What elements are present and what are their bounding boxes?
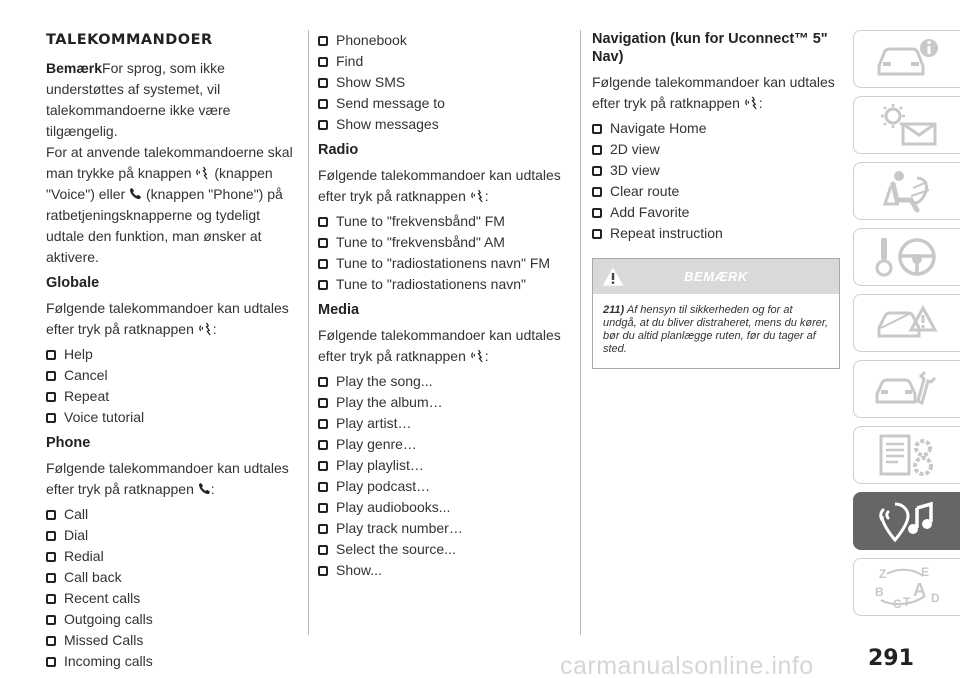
list-item [318,371,570,392]
bullet-box-icon [592,187,602,197]
chapter-tabs [853,30,960,624]
tab-multimedia[interactable] [853,492,960,550]
phone-icon [198,482,211,495]
list-item-label: Phonebook [336,32,407,48]
list-item [46,630,298,651]
bullet-box-icon [46,531,56,541]
note-label: Bemærk [46,60,103,76]
media-list [318,371,570,581]
bullet-box-icon [318,503,328,513]
bullet-box-icon [592,229,602,239]
list-item-label: Call [64,506,89,522]
list-item [318,274,570,295]
globale-heading: Globale [46,275,100,291]
radio-heading: Radio [318,142,359,158]
list-item [46,365,298,386]
list-item [318,232,570,253]
svg-text:D: D [931,591,940,605]
svg-text:A: A [913,580,926,600]
bullet-box-icon [318,36,328,46]
bullet-box-icon [46,573,56,583]
list-item [318,476,570,497]
globale-intro [46,298,298,340]
section-heading: TALEKOMMANDOER [46,32,213,48]
list-item-label: Missed Calls [64,632,144,648]
list-item-label: Play artist… [336,415,412,431]
list-item [318,518,570,539]
list-item-label: Show... [336,562,382,578]
bullet-box-icon [318,566,328,576]
warning-text: Af hensyn til sikkerheden og for at undgå, at du bliver distraheret, mens du kører, bør du altid planlægge ruten, før du tager af sted. [603,304,829,355]
note-text-2a: For at anvende talekommandoerne skal man trykke på knappen [46,144,293,181]
bullet-box-icon [318,398,328,408]
column-2 [318,30,570,581]
note-text-1: For sprog, som ikke understøttes af systemet, vil talekommandoerne ikke være tilgængelig. [46,60,231,139]
list-item-label: Call back [64,569,122,585]
tab-key-steering[interactable] [853,228,960,286]
list-item [318,392,570,413]
bullet-box-icon [318,99,328,109]
list-item [318,51,570,72]
bullet-box-icon [46,371,56,381]
bullet-box-icon [318,217,328,227]
bullet-box-icon [46,552,56,562]
list-item [318,253,570,274]
list-item-label: Tune to "frekvensbånd" AM [336,234,505,250]
bullet-box-icon [318,524,328,534]
globale-intro-text: Følgende talekommandoer kan udtales efter tryk på ratknappen [46,300,289,337]
list-item [46,344,298,365]
list-item [592,223,840,244]
list-item-label: Incoming calls [64,653,153,669]
key-steering-icon [873,234,941,280]
navigation-intro [592,72,840,114]
colon: : [210,481,215,497]
bullet-box-icon [318,280,328,290]
voice-icon [470,189,485,203]
bullet-box-icon [592,208,602,218]
warning-body [593,294,839,368]
svg-text:Z: Z [879,567,887,581]
warning-number: 211) [603,304,625,316]
list-item-label: Cancel [64,367,108,383]
media-heading: Media [318,302,360,318]
bullet-box-icon [318,78,328,88]
globale-list [46,344,298,428]
list-item [318,413,570,434]
list-item [318,434,570,455]
alphabetical-index-icon [873,564,941,610]
bullet-box-icon [592,166,602,176]
list-item-label: Show messages [336,116,439,132]
bullet-box-icon [318,120,328,130]
note-text-2c: (knappen "Phone") på ratbetjeningsknapperne og tydeligt udtale den funktion, man ønsker at aktivere. [46,186,283,265]
note-text-2b: (knappen "Voice") eller [46,165,273,202]
phone-icon [129,187,142,200]
colon: : [212,321,217,337]
list-item [46,546,298,567]
radio-list [318,211,570,295]
list-item [592,181,840,202]
tab-alphabetical-index[interactable] [853,558,960,616]
navigation-list [592,118,840,244]
navigation-intro-text: Følgende talekommandoer kan udtales efter tryk på ratknappen [592,74,835,111]
warning-header [593,259,839,294]
bullet-box-icon [318,461,328,471]
bullet-box-icon [46,636,56,646]
bullet-box-icon [46,594,56,604]
media-intro-text: Følgende talekommandoer kan udtales efter tryk på ratknappen [318,327,561,364]
list-item-label: Repeat [64,388,110,404]
list-item-label: Help [64,346,93,362]
voice-icon [195,166,210,180]
list-item-label: 3D view [610,162,660,178]
bullet-box-icon [318,259,328,269]
list-item-label: 2D view [610,141,660,157]
phone-heading: Phone [46,435,91,451]
media-intro [318,325,570,367]
list-item-label: Redial [64,548,104,564]
list-item [318,497,570,518]
navigation-heading: Navigation (kun for Uconnect™ 5" Nav) [592,31,828,65]
list-item-label: Play genre… [336,436,417,452]
list-item-label: Play audiobooks... [336,499,451,515]
phone-list [46,504,298,672]
page-number: 291 [868,646,914,671]
list-item [46,386,298,407]
list-item [318,211,570,232]
list-item-label: Repeat instruction [610,225,723,241]
list-item [592,160,840,181]
list-item [318,560,570,581]
emergency-icon [873,300,941,346]
bullet-box-icon [46,615,56,625]
list-item-label: Dial [64,527,89,543]
list-item-label: Show SMS [336,74,406,90]
radio-intro-text: Følgende talekommandoer kan udtales efter tryk på ratknappen [318,167,561,204]
bullet-box-icon [46,350,56,360]
seat-airbag-icon [873,168,941,214]
tab-warning-lights[interactable] [853,96,960,154]
list-item-label: Add Favorite [610,204,690,220]
list-item [592,118,840,139]
bullet-box-icon [46,510,56,520]
voice-icon [470,349,485,363]
list-item-label: Tune to "radiostationens navn" FM [336,255,551,271]
warning-box [592,258,840,369]
list-item-label: Find [336,53,364,69]
list-item-label: Voice tutorial [64,409,145,425]
colon: : [758,95,763,111]
column-divider [308,30,309,635]
list-item [46,651,298,672]
warning-triangle-icon [601,266,625,287]
note-paragraph [46,58,298,268]
list-item-label: Navigate Home [610,120,707,136]
svg-text:E: E [921,565,930,579]
column-3 [592,30,840,369]
list-item-label: Tune to "frekvensbånd" FM [336,213,505,229]
bullet-box-icon [318,440,328,450]
list-item [318,114,570,135]
voice-icon [198,322,213,336]
list-item [46,567,298,588]
car-info-icon [873,36,941,82]
list-item-label: Send message to [336,95,445,111]
bullet-box-icon [46,657,56,667]
list-item-label: Play playlist… [336,457,424,473]
tab-car-info[interactable] [853,30,960,88]
list-item-label: Play track number… [336,520,463,536]
list-item-label: Recent calls [64,590,141,606]
list-item [46,407,298,428]
list-item [46,609,298,630]
list-item [318,30,570,51]
list-item [318,72,570,93]
list-item [318,539,570,560]
multimedia-icon [873,498,941,544]
phone-list-continued [318,30,570,135]
list-item-label: Play the song... [336,373,433,389]
bullet-box-icon [592,145,602,155]
colon: : [484,188,489,204]
warning-lights-icon [873,102,941,148]
bullet-box-icon [318,419,328,429]
svg-text:B: B [875,585,884,599]
phone-intro [46,458,298,500]
list-item [46,504,298,525]
list-item [318,93,570,114]
voice-icon [744,96,759,110]
tab-emergency[interactable] [853,294,960,352]
list-item-label: Play the album… [336,394,443,410]
technical-data-icon [873,432,941,478]
list-item-label: Tune to "radiostationens navn" [336,276,526,292]
list-item-label: Select the source... [336,541,456,557]
list-item [46,525,298,546]
list-item [592,139,840,160]
warning-title: BEMÆRK [684,269,748,284]
car-service-icon [873,366,941,412]
list-item [318,455,570,476]
watermark: carmanualsonline.info [560,652,814,678]
radio-intro [318,165,570,207]
bullet-box-icon [46,413,56,423]
svg-text:T: T [903,595,911,609]
colon: : [484,348,489,364]
bullet-box-icon [318,545,328,555]
tab-technical-data[interactable] [853,426,960,484]
bullet-box-icon [318,57,328,67]
bullet-box-icon [318,238,328,248]
bullet-box-icon [46,392,56,402]
column-1 [46,30,298,672]
tab-car-service[interactable] [853,360,960,418]
tab-seat-airbag[interactable] [853,162,960,220]
bullet-box-icon [318,482,328,492]
column-divider [580,30,581,635]
phone-intro-text: Følgende talekommandoer kan udtales efter tryk på ratknappen [46,460,289,497]
list-item-label: Outgoing calls [64,611,153,627]
list-item-label: Clear route [610,183,680,199]
list-item [46,588,298,609]
bullet-box-icon [592,124,602,134]
svg-text:C: C [893,597,902,610]
bullet-box-icon [318,377,328,387]
list-item [592,202,840,223]
list-item-label: Play podcast… [336,478,431,494]
